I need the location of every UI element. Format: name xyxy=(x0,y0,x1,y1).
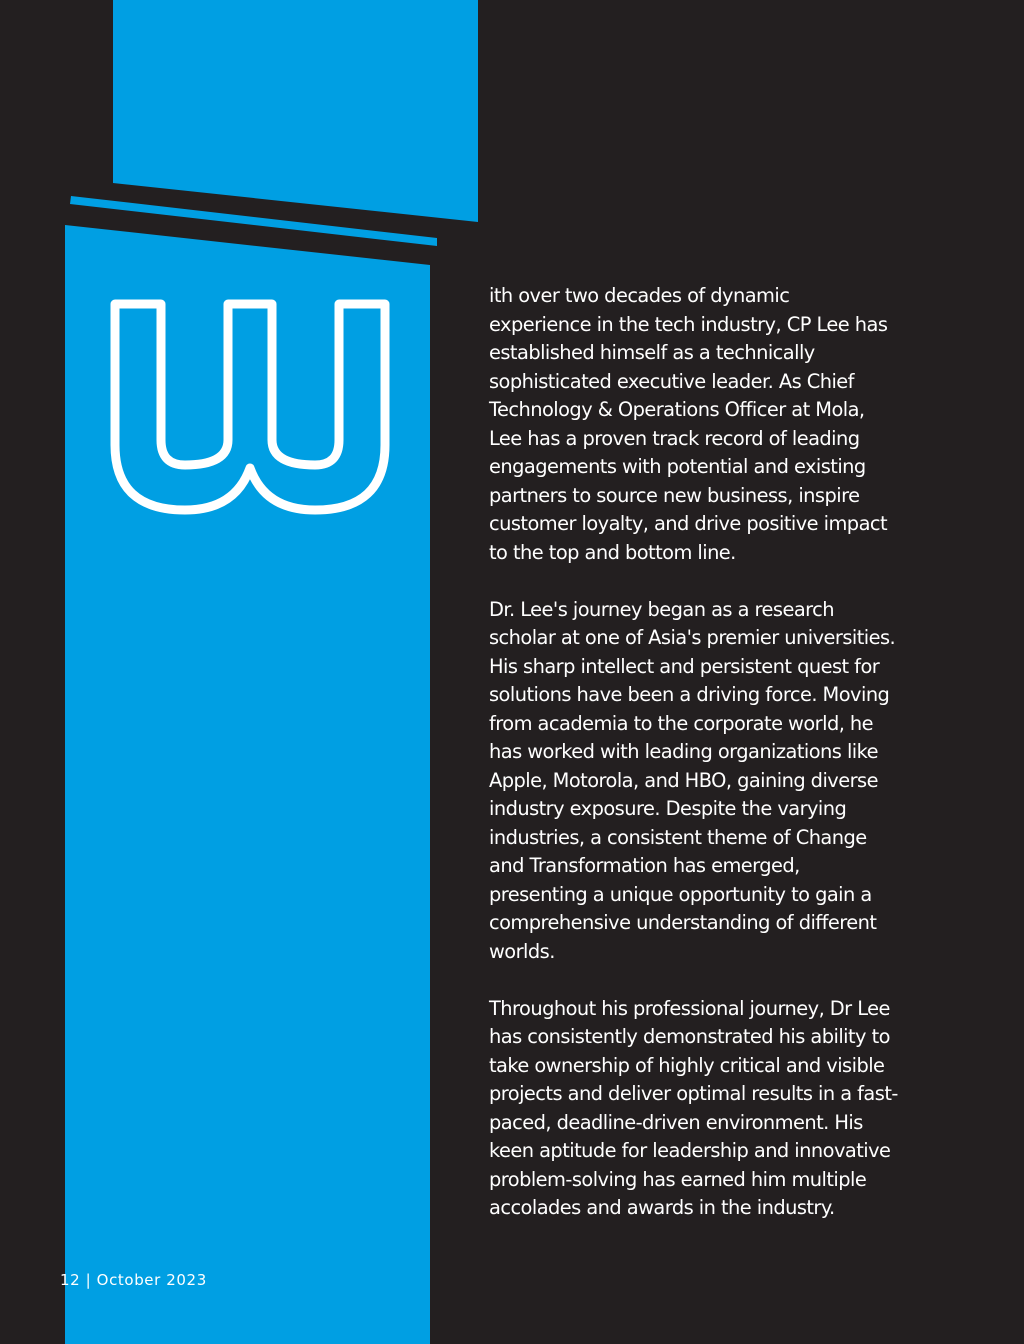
lower-blue-block xyxy=(65,225,430,1344)
article-paragraph-2: Dr. Lee's journey began as a research scholar at one of Asia's premier universities. His sharp intellect and persistent quest for solutions have been a driving force. Moving from academia to the corporate world, he has worked with leading organizations like Apple, Motorola, and HBO, gaining diverse industry exposure. Despite the varying industries, a consistent theme of Change and Transformation has emerged, presenting a unique opportunity to gain a comprehensive understanding of different worlds. xyxy=(489,597,896,963)
article-paragraph-3: Throughout his professional journey, Dr Lee has consistently demonstrated his ability to take ownership of highly critical and visible projects and deliver optimal results in a fast- paced, deadline-driven environment. His keen aptitude for leadership and innovative problem-solving has earned him multiple accolades and awards in the industry. xyxy=(489,996,898,1219)
upper-blue-block xyxy=(113,0,478,222)
page-footer: 12 | October 2023 xyxy=(60,1271,207,1289)
article-body xyxy=(489,282,929,1251)
article-paragraph-1: ith over two decades of dynamic experience in the tech industry, CP Lee has established himself as a technically sophisticated executive leader. As Chief Technology & Operations Officer at Mola, Lee has a proven track record of leading engagements with potential and existing partners to source new business, inspire customer loyalty, and drive positive impact to the top and bottom line. xyxy=(489,284,888,564)
